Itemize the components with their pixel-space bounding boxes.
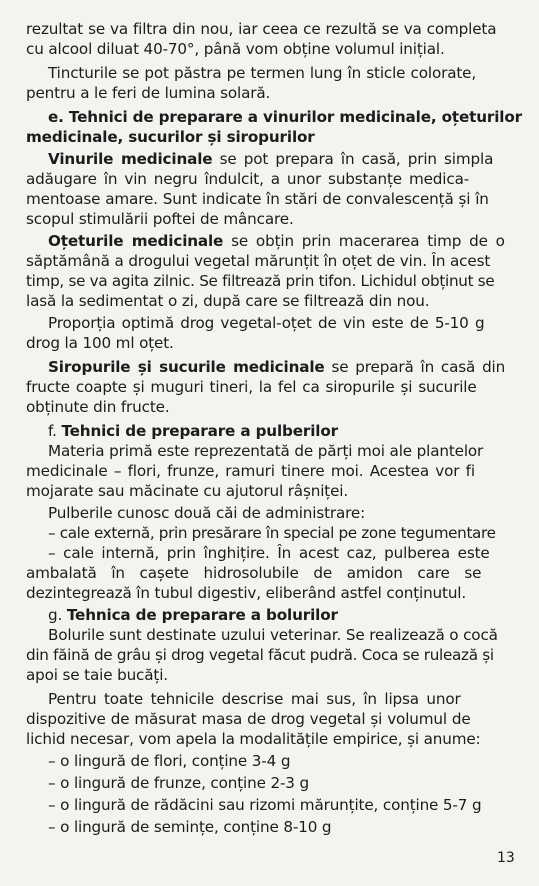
text-line: Bolurile sunt destinate uzului veterinar. Se realizează o cocă: [48, 626, 498, 644]
text-line: dispozitive de măsurat masa de drog vegetal și volumul de: [26, 710, 471, 728]
text-line: Pentru toate tehnicile descrise mai sus, în lipsa unor: [48, 690, 461, 708]
text-line: Proporția optimă drog vegetal-oțet de vin este de 5-10 g: [48, 314, 485, 332]
section-heading: [0, 421, 539, 441]
text-line: mojarate sau măcinate cu ajutorul râșniței.: [26, 482, 349, 500]
text-line: ambalată în cașete hidrosolubile de amidon care se: [26, 564, 482, 582]
text-line: [0, 149, 539, 169]
term-bold: Vinurile medicinale: [48, 150, 213, 168]
text-span: se pot prepara în casă, prin simpla: [212, 150, 494, 168]
section-letter: f.: [48, 422, 62, 440]
term-bold: Siropurile și sucurile medicinale: [48, 358, 325, 376]
text-line: [0, 231, 539, 251]
text-line: mentoase amare. Sunt indicate în stări de convalescență și în: [26, 190, 489, 208]
text-line: Pulberile cunosc două căi de administrare:: [48, 504, 366, 522]
text-line: rezultat se va filtra din nou, iar ceea ce rezultă se va completa: [26, 20, 497, 38]
text-line: Tincturile se pot păstra pe termen lung în sticle colorate,: [48, 64, 477, 82]
text-line: pentru a le feri de lumina solară.: [26, 84, 271, 102]
text-line: adăugare în vin negru îndulcit, a unor substanțe medica-: [26, 170, 470, 188]
list-item: – o lingură de flori, conține 3-4 g: [48, 752, 291, 770]
page-number: 13: [497, 850, 515, 866]
section-heading: [0, 605, 539, 625]
text-line: fructe coapte și muguri tineri, la fel ca siropurile și sucurile: [26, 378, 477, 396]
section-title: Tehnica de preparare a bolurilor: [66, 606, 338, 624]
term-bold: Oțeturile medicinale: [48, 232, 224, 250]
text-span: se obțin prin macerarea timp de o: [223, 232, 505, 250]
text-line: dezintegrează în tubul digestiv, eliberând astfel conținutul.: [26, 584, 467, 602]
text-line: obținute din fructe.: [26, 398, 170, 416]
text-line: lichid necesar, vom apela la modalitățile empirice, și anume:: [26, 730, 481, 748]
section-heading: e. Tehnici de preparare a vinurilor medicinale, oțeturilor: [48, 108, 522, 126]
list-item: – o lingură de frunze, conține 2-3 g: [48, 774, 309, 792]
text-line: scopul stimulării poftei de mâncare.: [26, 210, 294, 228]
text-span: se prepară în casă din: [324, 358, 506, 376]
text-line: săptămână a drogului vegetal mărunțit în oțet de vin. În acest: [26, 252, 491, 270]
text-line: apoi se taie bucăți.: [26, 666, 168, 684]
text-line: medicinale – flori, frunze, ramuri tinere moi. Acestea vor fi: [26, 462, 475, 480]
text-line: [0, 357, 539, 377]
section-letter: g.: [48, 606, 67, 624]
text-line: – cale internă, prin înghițire. În acest caz, pulberea este: [48, 544, 490, 562]
text-line: drog la 100 ml oțet.: [26, 334, 174, 352]
text-line: – cale externă, prin presărare în special pe zone tegumentare: [48, 524, 496, 542]
text-line: din făină de grâu și drog vegetal făcut pudră. Coca se rulează și: [26, 646, 494, 664]
text-line: cu alcool diluat 40-70°, până vom obține volumul inițial.: [26, 40, 445, 58]
text-line: timp, se va agita zilnic. Se filtrează prin tifon. Lichidul obținut se: [26, 272, 495, 290]
section-heading: medicinale, sucurilor și siropurilor: [26, 128, 315, 146]
text-line: lasă la sedimentat o zi, după care se filtrează din nou.: [26, 292, 430, 310]
list-item: – o lingură de rădăcini sau rizomi mărunțite, conține 5-7 g: [48, 796, 482, 814]
list-item: – o lingură de semințe, conține 8-10 g: [48, 818, 332, 836]
section-title: Tehnici de preparare a pulberilor: [61, 422, 338, 440]
text-line: Materia primă este reprezentată de părți moi ale plantelor: [48, 442, 484, 460]
